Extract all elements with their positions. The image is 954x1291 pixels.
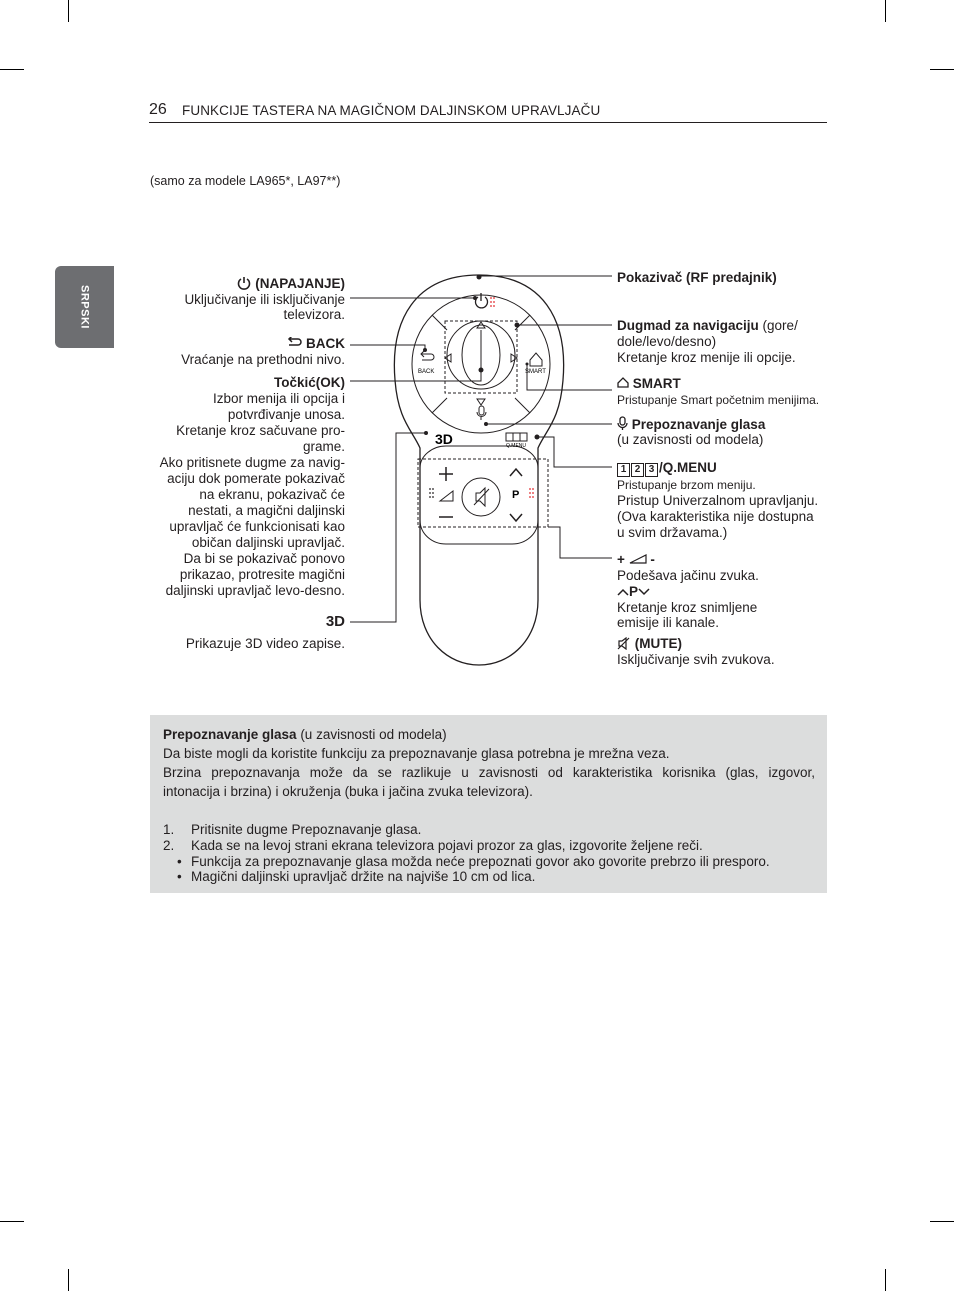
channel-desc-1: Kretanje kroz snimljene — [617, 600, 758, 615]
leader-dot — [484, 422, 488, 426]
step-text: Kada se na levoj strani ekrana televizora pojavi prozor za glas, izgovorite željene reči. — [191, 838, 703, 853]
leader-dot — [477, 275, 482, 280]
nav-divider — [515, 315, 530, 330]
leader-dot — [424, 431, 428, 435]
leader-smart — [527, 364, 612, 390]
step-text: Pritisnite dugme Prepoznavanje glasa. — [191, 822, 422, 837]
remote-ch-down-icon — [510, 514, 522, 521]
mic-icon — [617, 416, 628, 431]
info-title: Prepoznavanje glasa (u zavisnosti od modela) — [163, 727, 447, 742]
leader-3d — [350, 433, 426, 622]
remote-home-icon — [530, 353, 542, 366]
nav-title: Dugmad za navigaciju (gore/ — [617, 318, 798, 333]
qmenu-desc-1: Pristupanje brzom meniju. — [617, 478, 756, 492]
info-p1: Da biste mogli da koristite funkciju za prepoznavanje glasa potrebna je mrežna veza. — [163, 746, 670, 761]
remote-smart-label: SMART — [525, 369, 546, 375]
volume-title: + - — [617, 552, 655, 567]
volume-pill — [420, 446, 538, 544]
pointer-title: Pokazivač (RF predajnik) — [617, 270, 777, 285]
remote-3d-label: 3D — [435, 431, 453, 447]
three-d-desc: Prikazuje 3D video zapise. — [185, 636, 345, 651]
leader-dot — [526, 363, 529, 366]
volume-icon — [629, 554, 647, 564]
remote-qmenu-label: Q.MENU — [506, 443, 526, 449]
mute-desc: Isključivanje svih zvukova. — [617, 652, 775, 667]
channel-title: P — [617, 584, 650, 600]
step-number: 1. — [163, 822, 175, 837]
volume-dashed-box — [418, 459, 548, 527]
bullet-text: Magični daljinski upravljač držite na najviše 10 cm od lica. — [191, 869, 536, 884]
qmenu-title: 1 2 3 /Q.MENU — [617, 460, 717, 477]
leader-wheel — [350, 370, 481, 381]
nav-divider — [515, 398, 530, 413]
qmenu-desc-3: (Ova karakteristika nije dostupna — [617, 509, 814, 524]
leader-dot — [479, 368, 484, 373]
qmenu-desc-4: u svim državama.) — [617, 525, 728, 540]
bullet-dot: • — [177, 854, 182, 869]
info-p2a: Brzina prepoznavanja može da se razlikuje u zavisnosti od karakteristika korisnika (glas, izgovor, — [163, 765, 815, 780]
power-icon — [237, 276, 251, 290]
bullet-dot: • — [177, 869, 182, 884]
back-icon — [287, 337, 302, 349]
three-d-icon: 3D — [325, 613, 345, 630]
power-desc-1: Uključivanje ili isključivanje — [184, 292, 345, 307]
chevron-down-icon — [638, 588, 650, 596]
crop-mark — [885, 1269, 886, 1291]
remote-p-label: P — [512, 489, 520, 501]
bullet-text: Funkcija za prepoznavanje glasa možda neće prepoznati govor ako govorite prebrzo ili presporo. — [191, 854, 770, 869]
nav-desc-1: dole/levo/desno) — [617, 334, 717, 349]
channel-desc-2: emisije ili kanale. — [617, 615, 720, 630]
page-number: 26 — [149, 101, 167, 118]
remote-mute-icon — [474, 488, 489, 506]
remote-mic-icon — [479, 406, 484, 415]
remote-volume-icon — [440, 491, 453, 501]
smart-desc: Pristupanje Smart početnim menijima. — [617, 393, 820, 407]
leader-dot — [423, 348, 427, 352]
mute-icon — [617, 637, 631, 650]
remote-back-icon — [421, 351, 434, 360]
mute-title: (MUTE) — [617, 636, 682, 652]
smart-title: SMART — [617, 376, 681, 392]
leader-dot — [535, 435, 540, 440]
crop-mark — [930, 1221, 954, 1222]
leader-qmenu — [537, 437, 612, 467]
voice-info-box — [150, 715, 827, 893]
leader-dot — [515, 323, 520, 328]
volume-desc: Podešava jačinu zvuka. — [617, 568, 759, 583]
step-number: 2. — [163, 838, 175, 853]
power-desc-2: televizora. — [283, 307, 345, 322]
wheel-desc: Izbor menija ili opcija i potvrđivanje unosa. Kretanje kroz sačuvane pro- grame. Ako pritisnete dugme za navig- aciju dok pomerate pokazivač na ekranu, pokazivač će nestati, a magični daljinski upravljač će funkcionisati kao običan daljinski upravljač. Da bi se pokazivač ponovo prikazao, protresite magični daljinski upravljač levo-desno. — [159, 391, 345, 598]
crop-mark — [0, 1221, 24, 1222]
info-p2b: intonacija i brzina) i okruženja (buka i jačina zvuka televizora). — [163, 784, 533, 799]
model-note: (samo za modele LA965*, LA97**) — [150, 174, 341, 188]
power-title: (NAPAJANJE) — [237, 276, 345, 292]
crop-mark — [68, 1269, 69, 1291]
voice-title: Prepoznavanje glasa — [617, 416, 765, 433]
qmenu-desc-2: Pristup Univerzalnom upravljanju. — [617, 493, 819, 508]
remote-back-label: BACK — [418, 369, 435, 375]
chevron-up-icon — [617, 588, 629, 596]
remote-qmenu-box — [506, 433, 527, 441]
remote-ch-up-icon — [510, 469, 522, 476]
page-title: FUNKCIJE TASTERA NA MAGIČNOM DALJINSKOM UPRAVLJAČU — [182, 103, 601, 118]
back-desc: Vraćanje na prethodni nivo. — [181, 352, 345, 367]
wheel-title: Točkić(OK) — [273, 375, 345, 390]
nav-desc-2: Kretanje kroz menije ili opcije. — [617, 350, 796, 365]
leader-dot — [473, 296, 477, 300]
leader-volume — [548, 527, 612, 558]
back-title: BACK — [287, 336, 345, 352]
language-tab-label: SRPSKI — [78, 285, 91, 329]
down-arrow-icon — [477, 399, 485, 405]
home-icon — [617, 377, 629, 388]
nav-divider — [432, 398, 447, 413]
voice-desc: (u zavisnosti od modela) — [617, 432, 764, 447]
